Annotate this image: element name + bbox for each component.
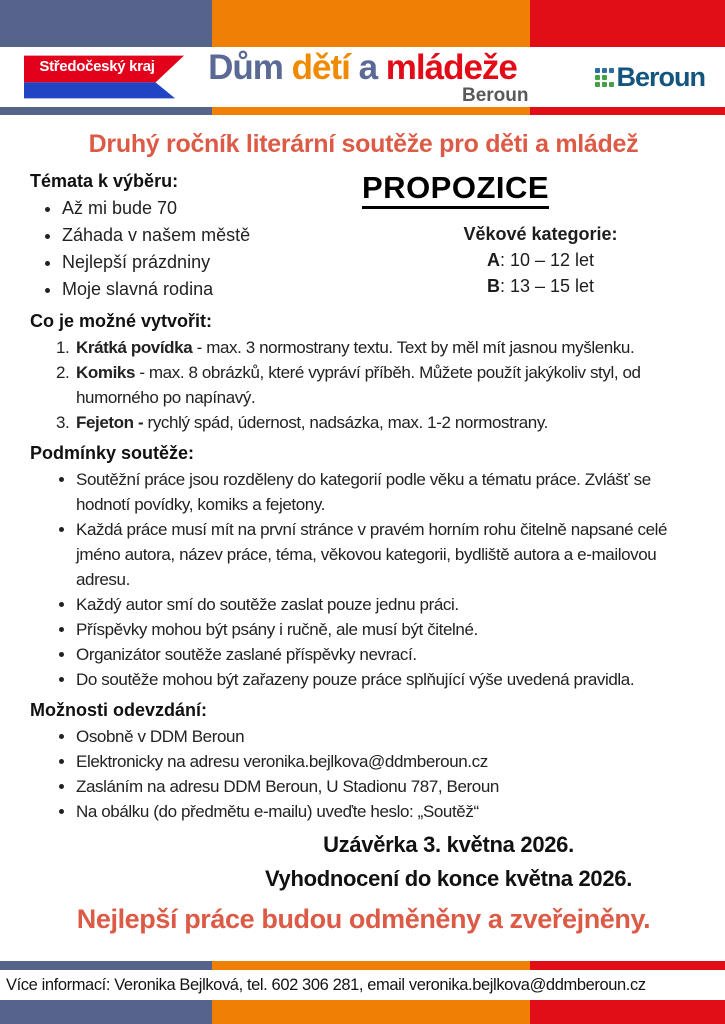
section-propozice [360,163,697,303]
evaluation-line: Vyhodnocení do konce května 2026. [264,866,633,891]
wordmark-word-dum: Dům [208,48,283,87]
list-item: 1. Krátká povídka - max. 3 normostrany textu. Text by měl mít jasnou myšlenku. [56,338,635,357]
section-vytvorit [30,309,697,435]
list-item: • Příspěvky mohou být psány i ručně, ale musí být čitelné. [76,617,697,642]
list-item: • Záhada v našem městě [62,222,360,249]
band-segment-slate [0,0,212,47]
moznosti-heading: Možnosti odevzdání: [30,700,207,720]
age-categories-heading: Věkové kategorie: [463,224,618,244]
list-item: • Moje slavná rodina [62,276,360,303]
intro-row [30,163,697,303]
section-podminky [30,441,697,692]
podminky-heading: Podmínky soutěže: [30,443,195,463]
beroun-city-logo [595,61,710,92]
wordmark-word-mladeze: mládeže [385,48,517,87]
footer [0,961,725,1024]
list-item: • Zasláním na adresu DDM Beroun, U Stadionu 787, Beroun [76,774,697,799]
list-item: 2. Komiks - max. 8 obrázků, které vypráví příběh. Můžete použít jakýkoliv styl, od humorného po napínavý. [56,363,641,407]
list-item: • Na obálku (do předmětu e-mailu) uveďte heslo: „Soutěž“ [76,799,697,824]
footer-divider-band [0,961,725,970]
page-title: Druhý ročník literární soutěže pro děti a mládež [88,130,639,158]
podminky-list [30,467,697,692]
header [0,47,725,107]
kraj-logo-label: Středočeský kraj [39,58,155,75]
bottom-color-band [0,1000,725,1024]
list-item: • Soutěžní práce jsou rozděleny do kategorií podle věku a tématu práce. Zvlášť se hodnotí povídky, komiks a fejetony. [76,467,697,517]
moznosti-list [30,724,697,824]
list-item: • Až mi bude 70 [62,195,360,222]
band-segment-red [530,0,725,47]
list-item: • Organizátor soutěže zaslané příspěvky nevrací. [76,642,697,667]
vytvorit-heading: Co je možné vytvořit: [30,311,213,331]
list-item: • Do soutěže mohou být zařazeny pouze práce splňující výše uvedená pravidla. [76,667,697,692]
age-category-a: A: 10 – 12 let [486,250,595,270]
beroun-logo-label: Beroun [616,61,705,92]
age-category-b: B: 13 – 15 let [486,276,595,296]
temata-list [30,195,360,303]
list-item: 3. Fejeton - rychlý spád, údernost, nadsázka, max. 1-2 normostrany. [56,413,549,432]
list-item: • Každá práce musí mít na první stránce v pravém horním rohu čitelně napsané celé jméno autora, název práce, téma, věkovou kategorii, bydliště autora a e-mailovou adresu. [76,517,697,592]
vytvorit-list [30,335,697,435]
beroun-grid-icon [595,68,614,87]
list-item: • Každý autor smí do soutěže zaslat pouze jednu práci. [76,592,697,617]
propozice-heading: PROPOZICE [362,171,549,209]
wordmark-word-a: a [358,48,378,87]
list-item: • Osobně v DDM Beroun [76,724,697,749]
section-temata [30,163,360,303]
header-divider-band [0,107,725,115]
top-color-band [0,0,725,47]
ddm-wordmark-line [183,49,543,87]
poster-content [0,127,725,936]
reward-line: Nejlepší práce budou odměněny a zveřejněny. [76,904,651,934]
contact-strip [0,970,725,1000]
age-categories [360,221,697,299]
ddm-wordmark [183,49,543,105]
wordmark-city: Beroun [462,85,529,106]
wordmark-word-deti: dětí [291,48,350,87]
dates-block [30,830,697,936]
deadline-line: Uzávěrka 3. května 2026. [323,832,574,857]
list-item: • Elektronicky na adresu veronika.bejlkova@ddmberoun.cz [76,749,697,774]
temata-heading: Témata k výběru: [30,171,179,191]
contact-info: Více informací: Veronika Bejlková, tel. 602 306 281, email veronika.bejlkova@ddmberoun.cz [6,975,646,994]
band-segment-orange [212,0,530,47]
stredocesky-kraj-logo [24,55,184,99]
section-moznosti [30,698,697,824]
list-item: • Nejlepší prázdniny [62,249,360,276]
